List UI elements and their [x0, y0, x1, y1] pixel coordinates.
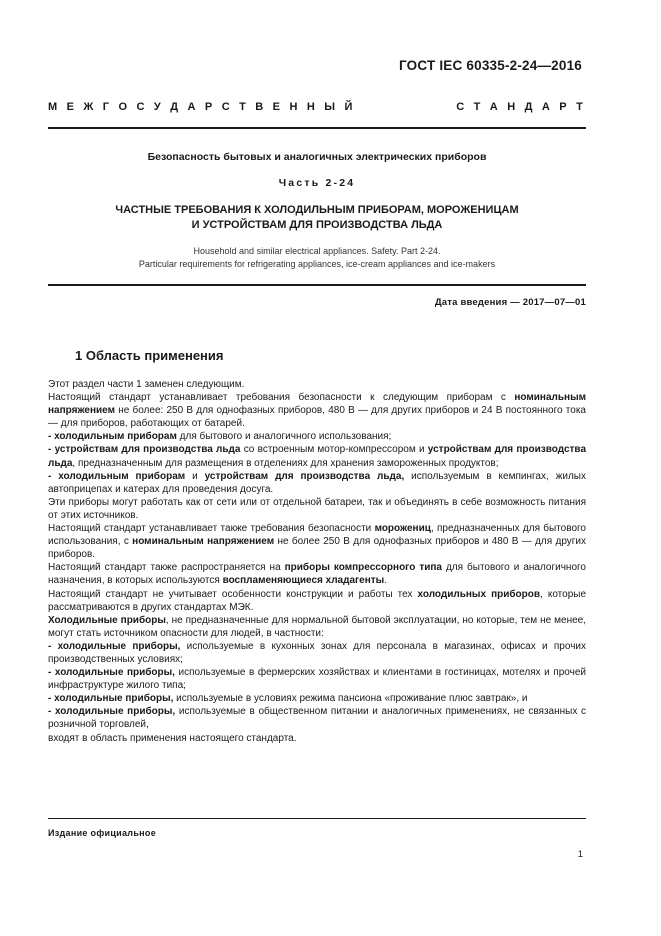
document-title: [48, 203, 586, 233]
paragraph: входят в область применения настоящего стандарта.: [48, 732, 297, 744]
english-title-line-1: Household and similar electrical appliances. Safety. Part 2-24.: [193, 246, 441, 256]
english-title: [48, 245, 586, 271]
list-item: - холодильным приборам и устройствам для производства льда, используемым в кемпингах, жилых автоприцепах и катерах для проведения досуга.: [48, 470, 586, 495]
edition-label: Издание официальное: [48, 828, 157, 838]
footer-rule: [48, 818, 586, 819]
list-item: - холодильные приборы, используемые в общественном питании и аналогичных применениях, не связанных с розничной торговлей,: [48, 706, 586, 731]
english-title-line-2: Particular requirements for refrigerating appliances, ice-cream appliances and ice-makers: [138, 259, 496, 269]
standard-type-heading: [48, 101, 586, 113]
title-rule: [48, 284, 586, 286]
title-line-1: ЧАСТНЫЕ ТРЕБОВАНИЯ К ХОЛОДИЛЬНЫМ ПРИБОРАМ, МОРОЖЕНИЦАМ: [115, 204, 519, 216]
header-rule: [48, 127, 586, 129]
paragraph: Этот раздел части 1 заменен следующим.: [48, 379, 245, 390]
introduction-date: Дата введения — 2017—07—01: [434, 297, 586, 308]
section-body: [48, 378, 587, 745]
section-heading: 1 Область применения: [75, 348, 224, 363]
paragraph: Настоящий стандарт не учитывает особенности конструкции и работы тех холодильных приборов, которые рассматриваются в других стандартах МЭК.: [48, 588, 587, 613]
part-number: Часть 2-24: [278, 177, 356, 189]
paragraph: Настоящий стандарт устанавливает требования безопасности к следующим приборам с номинальным напряжением не более: 250 В для однофазных приборов, 480 В — для других приборов и 24 В постоянного тока — для приборов, работающих от батарей.: [48, 392, 586, 430]
list-item: - холодильные приборы, используемые в фермерских хозяйствах и клиентами в гостиницах, мотелях и прочей инфраструктуре жилого типа;: [48, 667, 586, 692]
document-subtitle: Безопасность бытовых и аналогичных электрических приборов: [147, 151, 487, 163]
page-number: 1: [577, 849, 583, 860]
list-item: - холодильным приборам для бытового и аналогичного использования;: [48, 431, 392, 443]
paragraph: Холодильные приборы, не предназначенные для нормальной бытовой эксплуатации, но которые, тем не менее, могут стать источником опасности для людей, в частности:: [48, 614, 586, 639]
paragraph: Эти приборы могут работать как от сети или от отдельной батареи, так и объединять в себе возможность питания от этих источников.: [48, 496, 586, 521]
gost-code: ГОСТ IEC 60335-2-24—2016: [398, 58, 582, 73]
standard-type-word-1: М Е Ж Г О С У Д А Р С Т В Е Н Н Ы Й: [48, 101, 356, 113]
list-item: - холодильные приборы, используемые в кухонных зонах для персонала в магазинах, офисах и прочих производственных условиях;: [48, 640, 586, 665]
paragraph: Настоящий стандарт устанавливает также требования безопасности морожениц, предназначенных для бытового использования, с номинальным напряжением не более 250 В для однофазных приборов и 480 В — для других приборов.: [48, 523, 587, 561]
standard-type-word-2: С Т А Н Д А Р Т: [456, 101, 586, 113]
title-line-2: И УСТРОЙСТВАМ ДЛЯ ПРОИЗВОДСТВА ЛЬДА: [191, 219, 443, 231]
list-item: - устройствам для производства льда со встроенным мотор-компрессором и устройствам для производства льда, предназначенным для размещения в отделениях для хранения замороженных продуктов;: [48, 444, 587, 469]
list-item: - холодильные приборы, используемые в условиях режима пансиона «проживание плюс завтрак», и: [48, 693, 528, 705]
paragraph: Настоящий стандарт также распространяется на приборы компрессорного типа для бытового и аналогичного назначения, в которых используются воспламеняющиеся хладагенты.: [48, 562, 586, 587]
